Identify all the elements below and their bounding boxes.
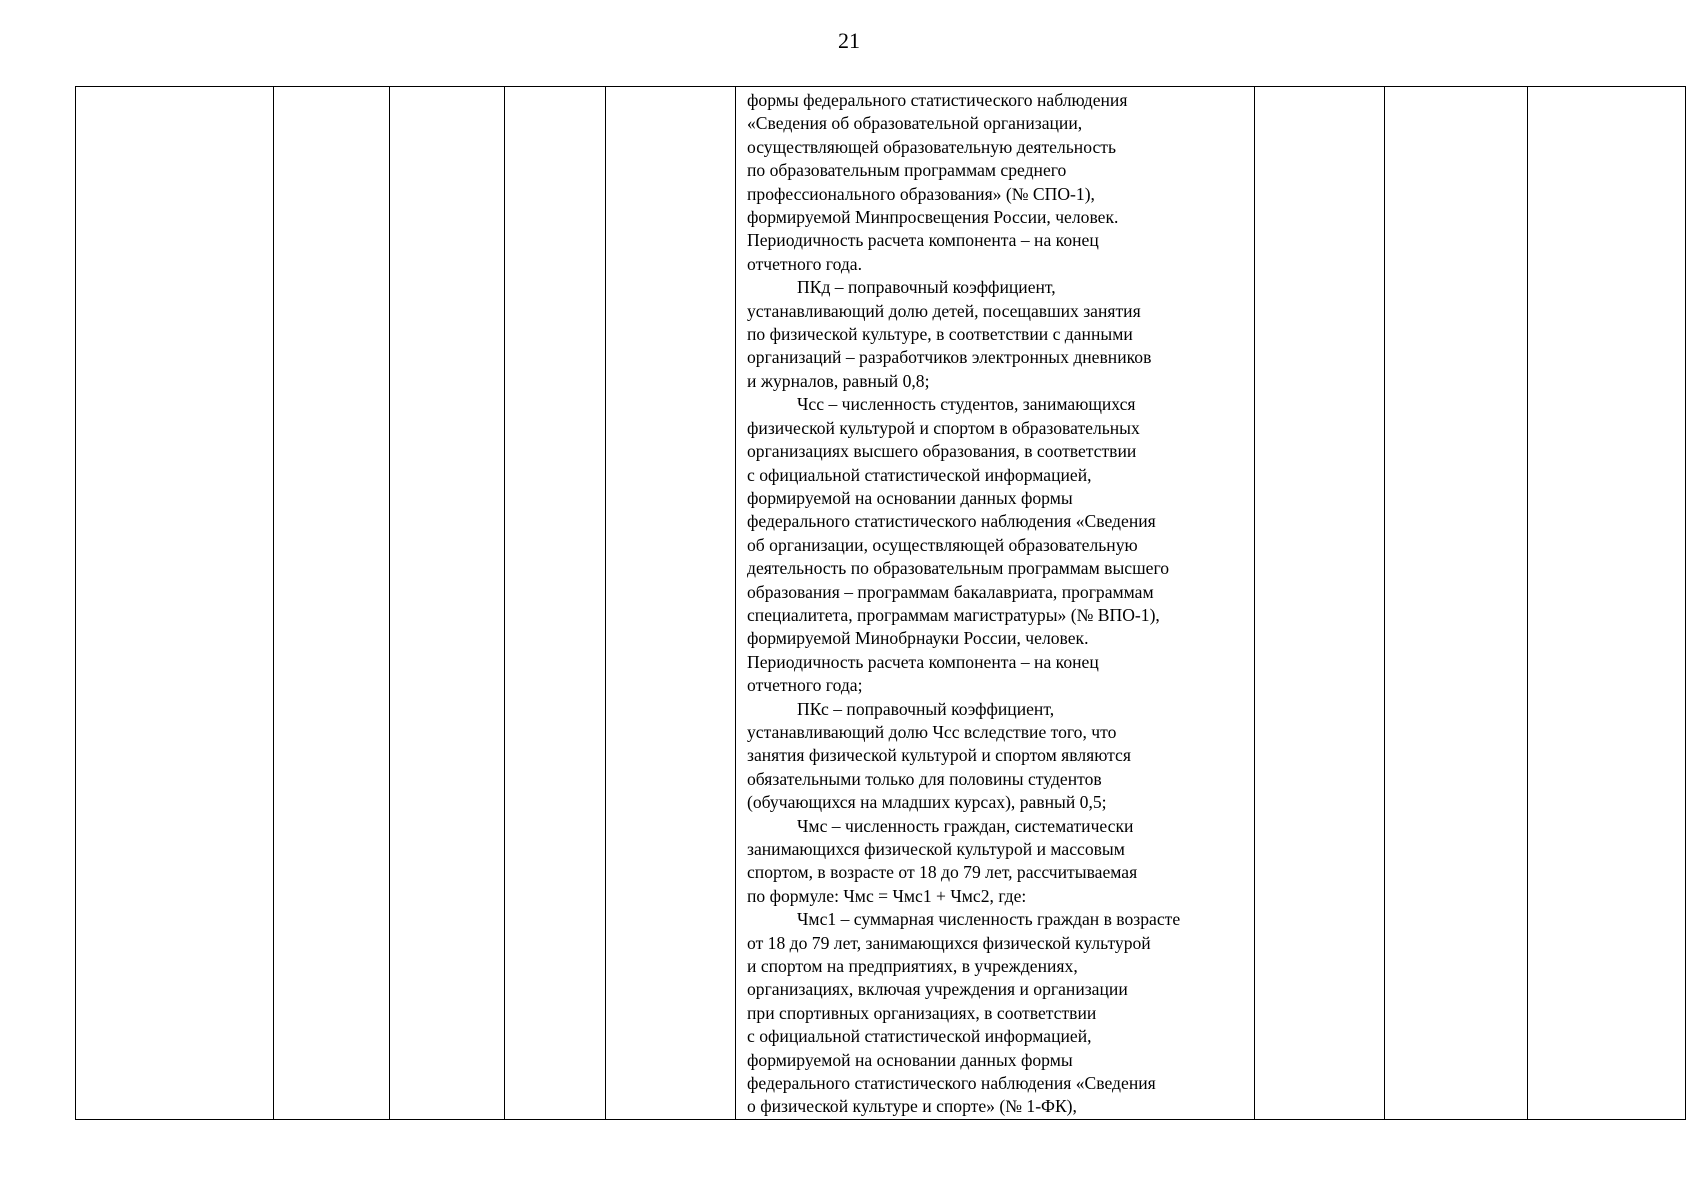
text-line: «Сведения об образовательной организации, <box>747 113 1083 134</box>
text-line: физической культурой и спортом в образовательных <box>747 417 1140 438</box>
text-line: по образовательным программам среднего <box>747 160 1067 181</box>
text-line: специалитета, программам магистратуры» (№ ВПО-1), <box>747 604 1160 625</box>
table-cell-col1 <box>76 87 274 1120</box>
text-line: формируемой на основании данных формы <box>747 1049 1073 1070</box>
table-row <box>76 87 1686 1120</box>
text-line: ПКс – поправочный коэффициент, <box>797 698 1055 719</box>
text-line: спортом, в возрасте от 18 до 79 лет, рассчитываемая <box>747 862 1138 883</box>
table-cell-col4 <box>505 87 606 1120</box>
text-line: от 18 до 79 лет, занимающихся физической культурой <box>747 932 1151 953</box>
text-line: (обучающихся на младших курсах), равный 0,5; <box>747 792 1107 813</box>
text-line: ПКд – поправочный коэффициент, <box>797 277 1056 298</box>
description-text <box>747 89 1244 1119</box>
text-line: Чмс – численность граждан, систематически <box>797 815 1134 836</box>
text-line: и журналов, равный 0,8; <box>747 370 930 391</box>
text-line: об организации, осуществляющей образовательную <box>747 534 1138 555</box>
text-line: о физической культуре и спорте» (№ 1-ФК), <box>747 1096 1077 1117</box>
text-line: по формуле: Чмс = Чмс1 + Чмс2, где: <box>747 885 1027 906</box>
text-line: осуществляющей образовательную деятельность <box>747 136 1116 157</box>
text-line: организаций – разработчиков электронных дневников <box>747 347 1152 368</box>
text-line: устанавливающий долю детей, посещавших занятия <box>747 300 1141 321</box>
text-line: формы федерального статистического наблюдения <box>747 90 1128 110</box>
table-cell-col5 <box>606 87 736 1120</box>
text-line: отчетного года. <box>747 253 863 274</box>
text-line: Периодичность расчета компонента – на конец <box>747 651 1099 672</box>
text-line: устанавливающий долю Чсс вследствие того, что <box>747 721 1117 742</box>
text-line: при спортивных организациях, в соответствии <box>747 1002 1097 1023</box>
text-line: федерального статистического наблюдения «Сведения <box>747 511 1156 532</box>
table-cell-col9 <box>1528 87 1686 1120</box>
text-line: федерального статистического наблюдения «Сведения <box>747 1073 1156 1094</box>
text-line: формируемой на основании данных формы <box>747 487 1073 508</box>
text-line: Чсс – численность студентов, занимающихся <box>797 394 1136 415</box>
text-line: и спортом на предприятиях, в учреждениях, <box>747 956 1078 977</box>
text-line: отчетного года; <box>747 675 863 696</box>
text-line: с официальной статистической информацией, <box>747 1026 1092 1047</box>
table-cell-col7 <box>1255 87 1385 1120</box>
table-cell-col2 <box>274 87 390 1120</box>
text-line: обязательными только для половины студентов <box>747 768 1102 789</box>
text-line: организациях, включая учреждения и организации <box>747 979 1128 1000</box>
text-line: занятия физической культурой и спортом являются <box>747 745 1131 766</box>
text-line: формируемой Минобрнауки России, человек. <box>747 628 1089 649</box>
text-line: деятельность по образовательным программам высшего <box>747 558 1170 579</box>
table-cell-col8 <box>1385 87 1528 1120</box>
text-line: профессионального образования» (№ СПО-1), <box>747 183 1095 204</box>
text-line: занимающихся физической культурой и массовым <box>747 839 1125 859</box>
text-line: Чмс1 – суммарная численность граждан в возрасте <box>797 909 1181 930</box>
page-number: 21 <box>838 28 860 53</box>
text-line: по физической культуре, в соответствии с данными <box>747 324 1133 345</box>
text-line: формируемой Минпросвещения России, человек. <box>747 207 1119 228</box>
table-cell-col3 <box>390 87 505 1120</box>
table-cell-description <box>736 87 1255 1120</box>
text-line: организациях высшего образования, в соответствии <box>747 441 1137 462</box>
text-line: с официальной статистической информацией, <box>747 464 1092 485</box>
text-line: Периодичность расчета компонента – на конец <box>747 230 1099 251</box>
text-line: образования – программам бакалавриата, программам <box>747 581 1154 602</box>
document-table <box>75 86 1686 1120</box>
